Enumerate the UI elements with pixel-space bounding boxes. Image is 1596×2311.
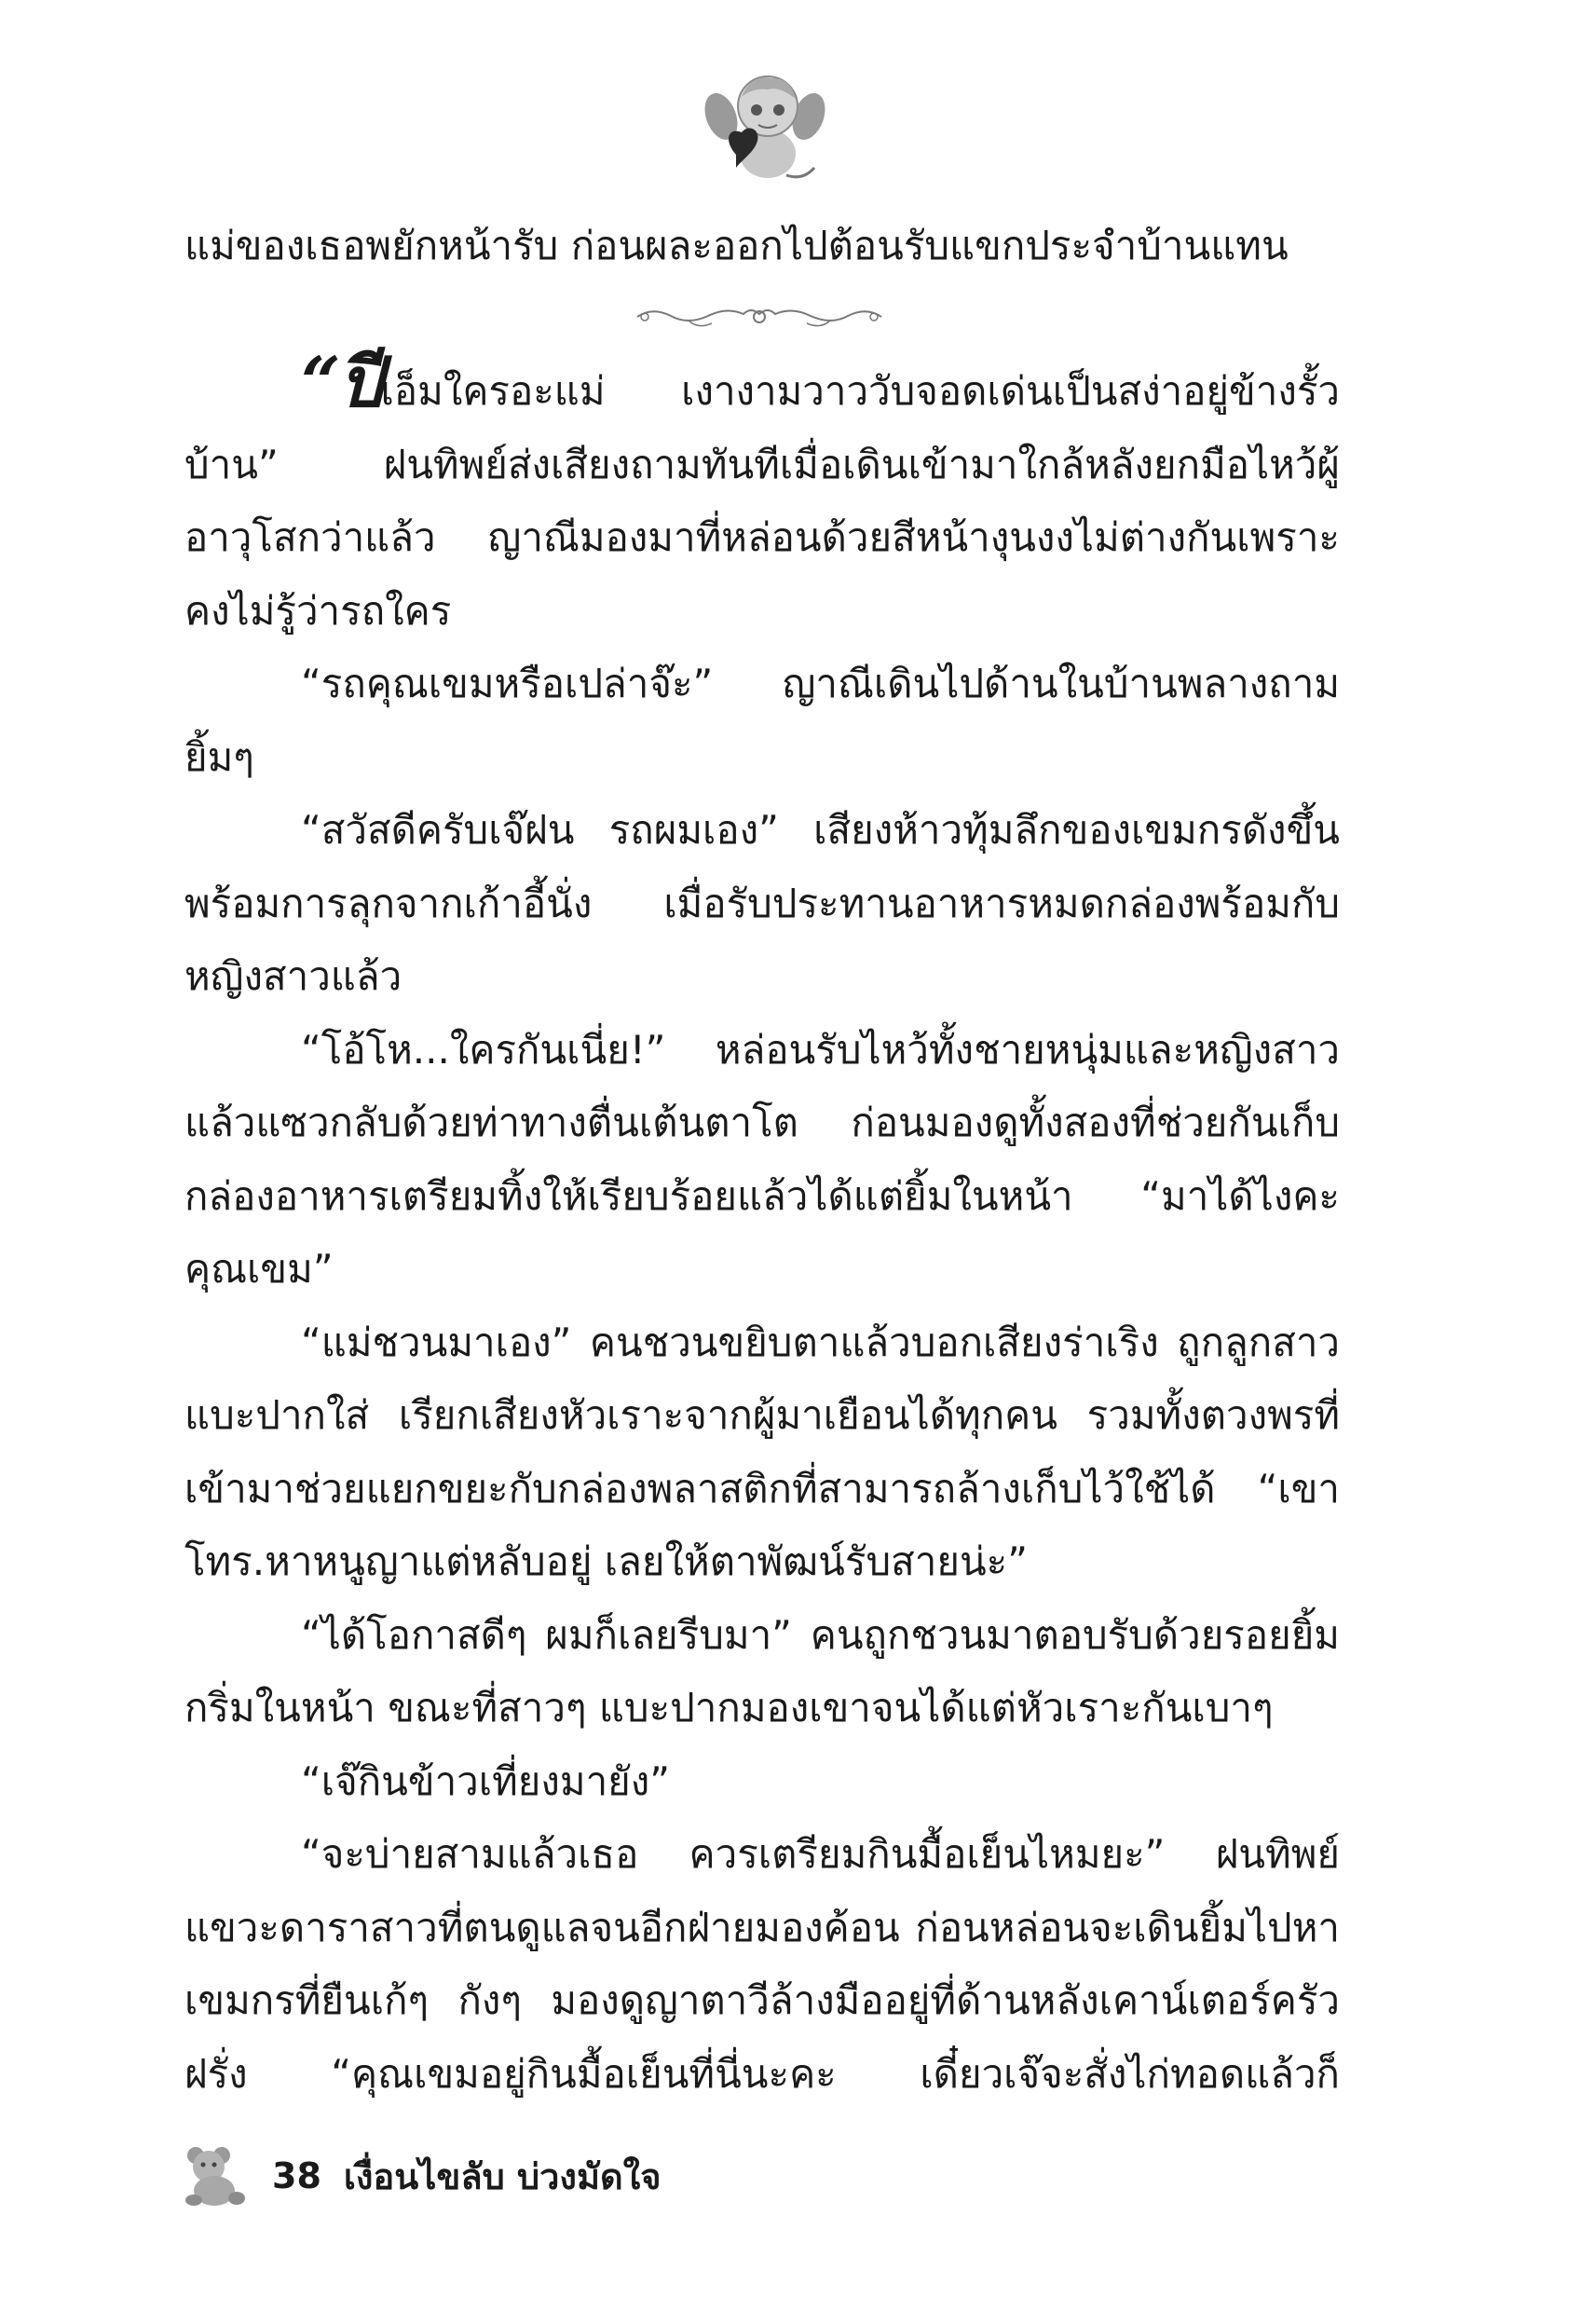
paragraph: “ปีเอ็มใครอะแม่ เงางามวาววับจอดเด่นเป็นสง่าอยู่ข้างรั้วบ้าน” ฝนทิพย์ส่งเสียงถามทันทีเมื่อเดินเข้ามาใกล้หลังยกมือไหว้ผู้อาวุโสกว่าแล้ว ญาณีมองมาที่หล่อนด้วยสีหน้างุนงงไม่ต่างกันเพราะคงไม่รู้ว่ารถใคร — [184, 343, 1340, 634]
paragraph: “โอ้โห...ใครกันเนี่ย!” หล่อนรับไหว้ทั้งชายหนุ่มและหญิงสาวแล้วแซวกลับด้วยท่าทางตื่นเต้นตาโต ก่อนมองดูทั้งสองที่ช่วยกันเก็บกล่องอาหารเตรียมทิ้งให้เรียบร้อยแล้วได้แต่ยิ้มในหน้า “มาได้ไงคะคุณเขม” — [184, 1026, 1340, 1292]
teddy-bear-icon — [179, 2144, 248, 2208]
paragraph: “เจ๊กินข้าวเที่ยงมายัง” — [301, 1757, 671, 1804]
paragraph: “แม่ชวนมาเอง” คนชวนขยิบตาแล้วบอกเสียงร่าเริง ถูกลูกสาวแบะปากใส่ เรียกเสียงหัวเราะจากผู้มาเยือนได้ทุกคน รวมทั้งตวงพรที่เข้ามาช่วยแยกขยะกับกล่องพลาสติกที่สามารถล้างเก็บไว้ใช้ได้ “เขาโทร.หาหนูญาแต่หลับอยู่ เลยให้ตาพัฒน์รับสายน่ะ” — [184, 1319, 1340, 1584]
page-number: 38 — [272, 2155, 321, 2196]
page-footer — [179, 2143, 662, 2208]
cupid-with-heart-icon — [704, 65, 825, 186]
running-title: เงื่อนไขลับ บ่วงมัดใจ — [343, 2155, 662, 2197]
scroll-flourish-divider-icon — [634, 303, 885, 331]
paragraph: “ได้โอกาสดีๆ ผมก็เลยรีบมา” คนถูกชวนมาตอบรับด้วยรอยยิ้มกริ่มในหน้า ขณะที่สาวๆ แบะปากมองเขาจนได้แต่หัวเราะกันเบาๆ — [184, 1611, 1340, 1730]
paragraph: “จะบ่ายสามแล้วเธอ ควรเตรียมกินมื้อเย็นไหมยะ” ฝนทิพย์แขวะดาราสาวที่ตนดูแลจนอีกฝ่ายมองค้อน ก่อนหล่อนจะเดินยิ้มไปหาเขมกรที่ยืนเก้ๆ กังๆ มองดูญาตาวีล้างมืออยู่ที่ด้านหลังเคาน์เตอร์ครัวฝรั่ง “คุณเขมอยู่กินมื้อเย็นที่นี่นะคะ เดี๋ยวเจ๊จะสั่งไก่ทอดแล้วก็ — [184, 1831, 1340, 2097]
body-text — [184, 343, 1340, 2111]
intro-line: แม่ของเธอพยักหน้ารับ ก่อนผละออกไปต้อนรับแขกประจำบ้านแทน — [184, 223, 1289, 268]
drop-cap: “ปี — [301, 343, 381, 423]
paragraph: “รถคุณเขมหรือเปล่าจ๊ะ” ญาณีเดินไปด้านในบ้านพลางถามยิ้มๆ — [184, 661, 1340, 780]
paragraph: “สวัสดีครับเจ๊ฝน รถผมเอง” เสียงห้าวทุ้มลึกของเขมกรดังขึ้นพร้อมการลุกจากเก้าอี้นั่ง เมื่อรับประทานอาหารหมดกล่องพร้อมกับหญิงสาวแล้ว — [184, 807, 1340, 999]
